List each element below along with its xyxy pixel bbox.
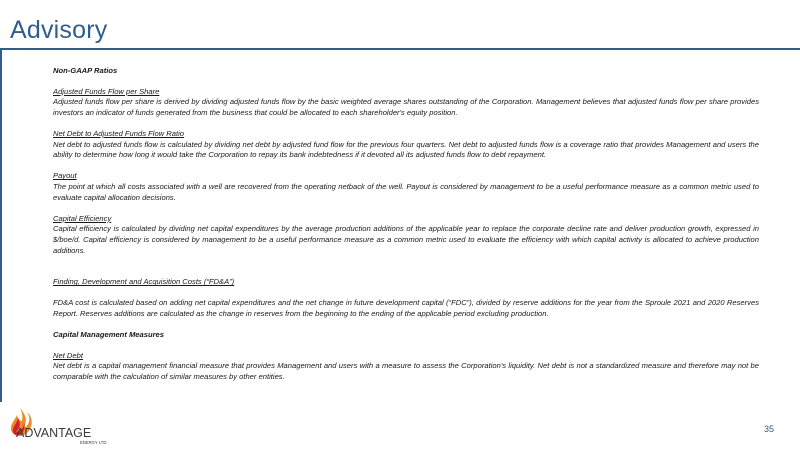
definition-text: Net debt to adjusted funds flow is calculated by dividing net debt by adjusted fund flow for the previous four quarters. Net debt to adjusted funds flow is a coverage ratio that provides Management and users the ability to determine how long it would take the Corporation to repay its bank indebtedness if it devoted all its adjusted funds flow to debt repayment. [53, 139, 759, 160]
slide-title: Advisory [10, 16, 108, 44]
advantage-logo [8, 405, 118, 445]
definition-title: Net Debt to Adjusted Funds Flow Ratio [53, 128, 184, 138]
flame-icon [8, 405, 118, 445]
definition-block [53, 87, 759, 119]
definition-title: Adjusted Funds Flow per Share [53, 86, 160, 96]
definition-text: Net debt is a capital management financial measure that provides Management and users with a measure to assess the Corporation's liquidity. Net debt is not a standardized measure and therefore may not be comparable with the calculation of similar measures by other entities. [53, 361, 759, 381]
definition-block [53, 351, 759, 383]
logo-wordmark: ADVANTAGE [16, 426, 92, 440]
left-accent-rule [0, 50, 2, 402]
definition-text: The point at which all costs associated with a well are recovered from the operating netback of the well. Payout is considered by management to be a useful performance measure as a common metric used to evaluate capital allocation decisions. [53, 181, 759, 202]
advisory-content [53, 66, 759, 393]
page-number: 35 [763, 424, 774, 434]
definition-block [53, 277, 759, 319]
definition-text: FD&A cost is calculated based on adding net capital expenditures and the net change in future development capital (“FDC”), divided by reserve additions for the year from the Sproule 2021 and 2020 Reserves Report. Reserves additions are calculated as the change in reserves from the beginning to the ending of the applicable period excluding production. [53, 298, 759, 318]
definition-block [53, 129, 759, 161]
definition-title: Capital Efficiency [53, 213, 112, 223]
capital-management-heading: Capital Management Measures [53, 330, 164, 340]
definition-title: Finding, Development and Acquisition Costs (“FD&A”) [53, 277, 235, 287]
title-divider [0, 48, 800, 50]
logo-tagline: ENERGY LTD. [80, 440, 108, 445]
definition-title: Net Debt [53, 350, 83, 360]
non-gaap-heading: Non-GAAP Ratios [53, 66, 118, 75]
definition-block [53, 214, 759, 256]
definition-title: Payout [53, 171, 77, 181]
definition-text: Capital efficiency is calculated by dividing net capital expenditures by the average production additions of the applicable year to replace the corporate decline rate and deliver production growth, expressed in $/boe/d. Capital efficiency is considered by management to be a useful performance measure as a common metric used to evaluate the efficiency with which capital activity is allocated to achieve production additions. [53, 224, 759, 255]
definition-block [53, 171, 759, 203]
definition-text: Adjusted funds flow per share is derived by dividing adjusted funds flow by the basic weighted average shares outstanding of the Corporation. Management believes that adjusted funds flow per share provides investors an indicator of funds generated from the business that could be allocated to each shareholder's equity position. [53, 97, 759, 117]
